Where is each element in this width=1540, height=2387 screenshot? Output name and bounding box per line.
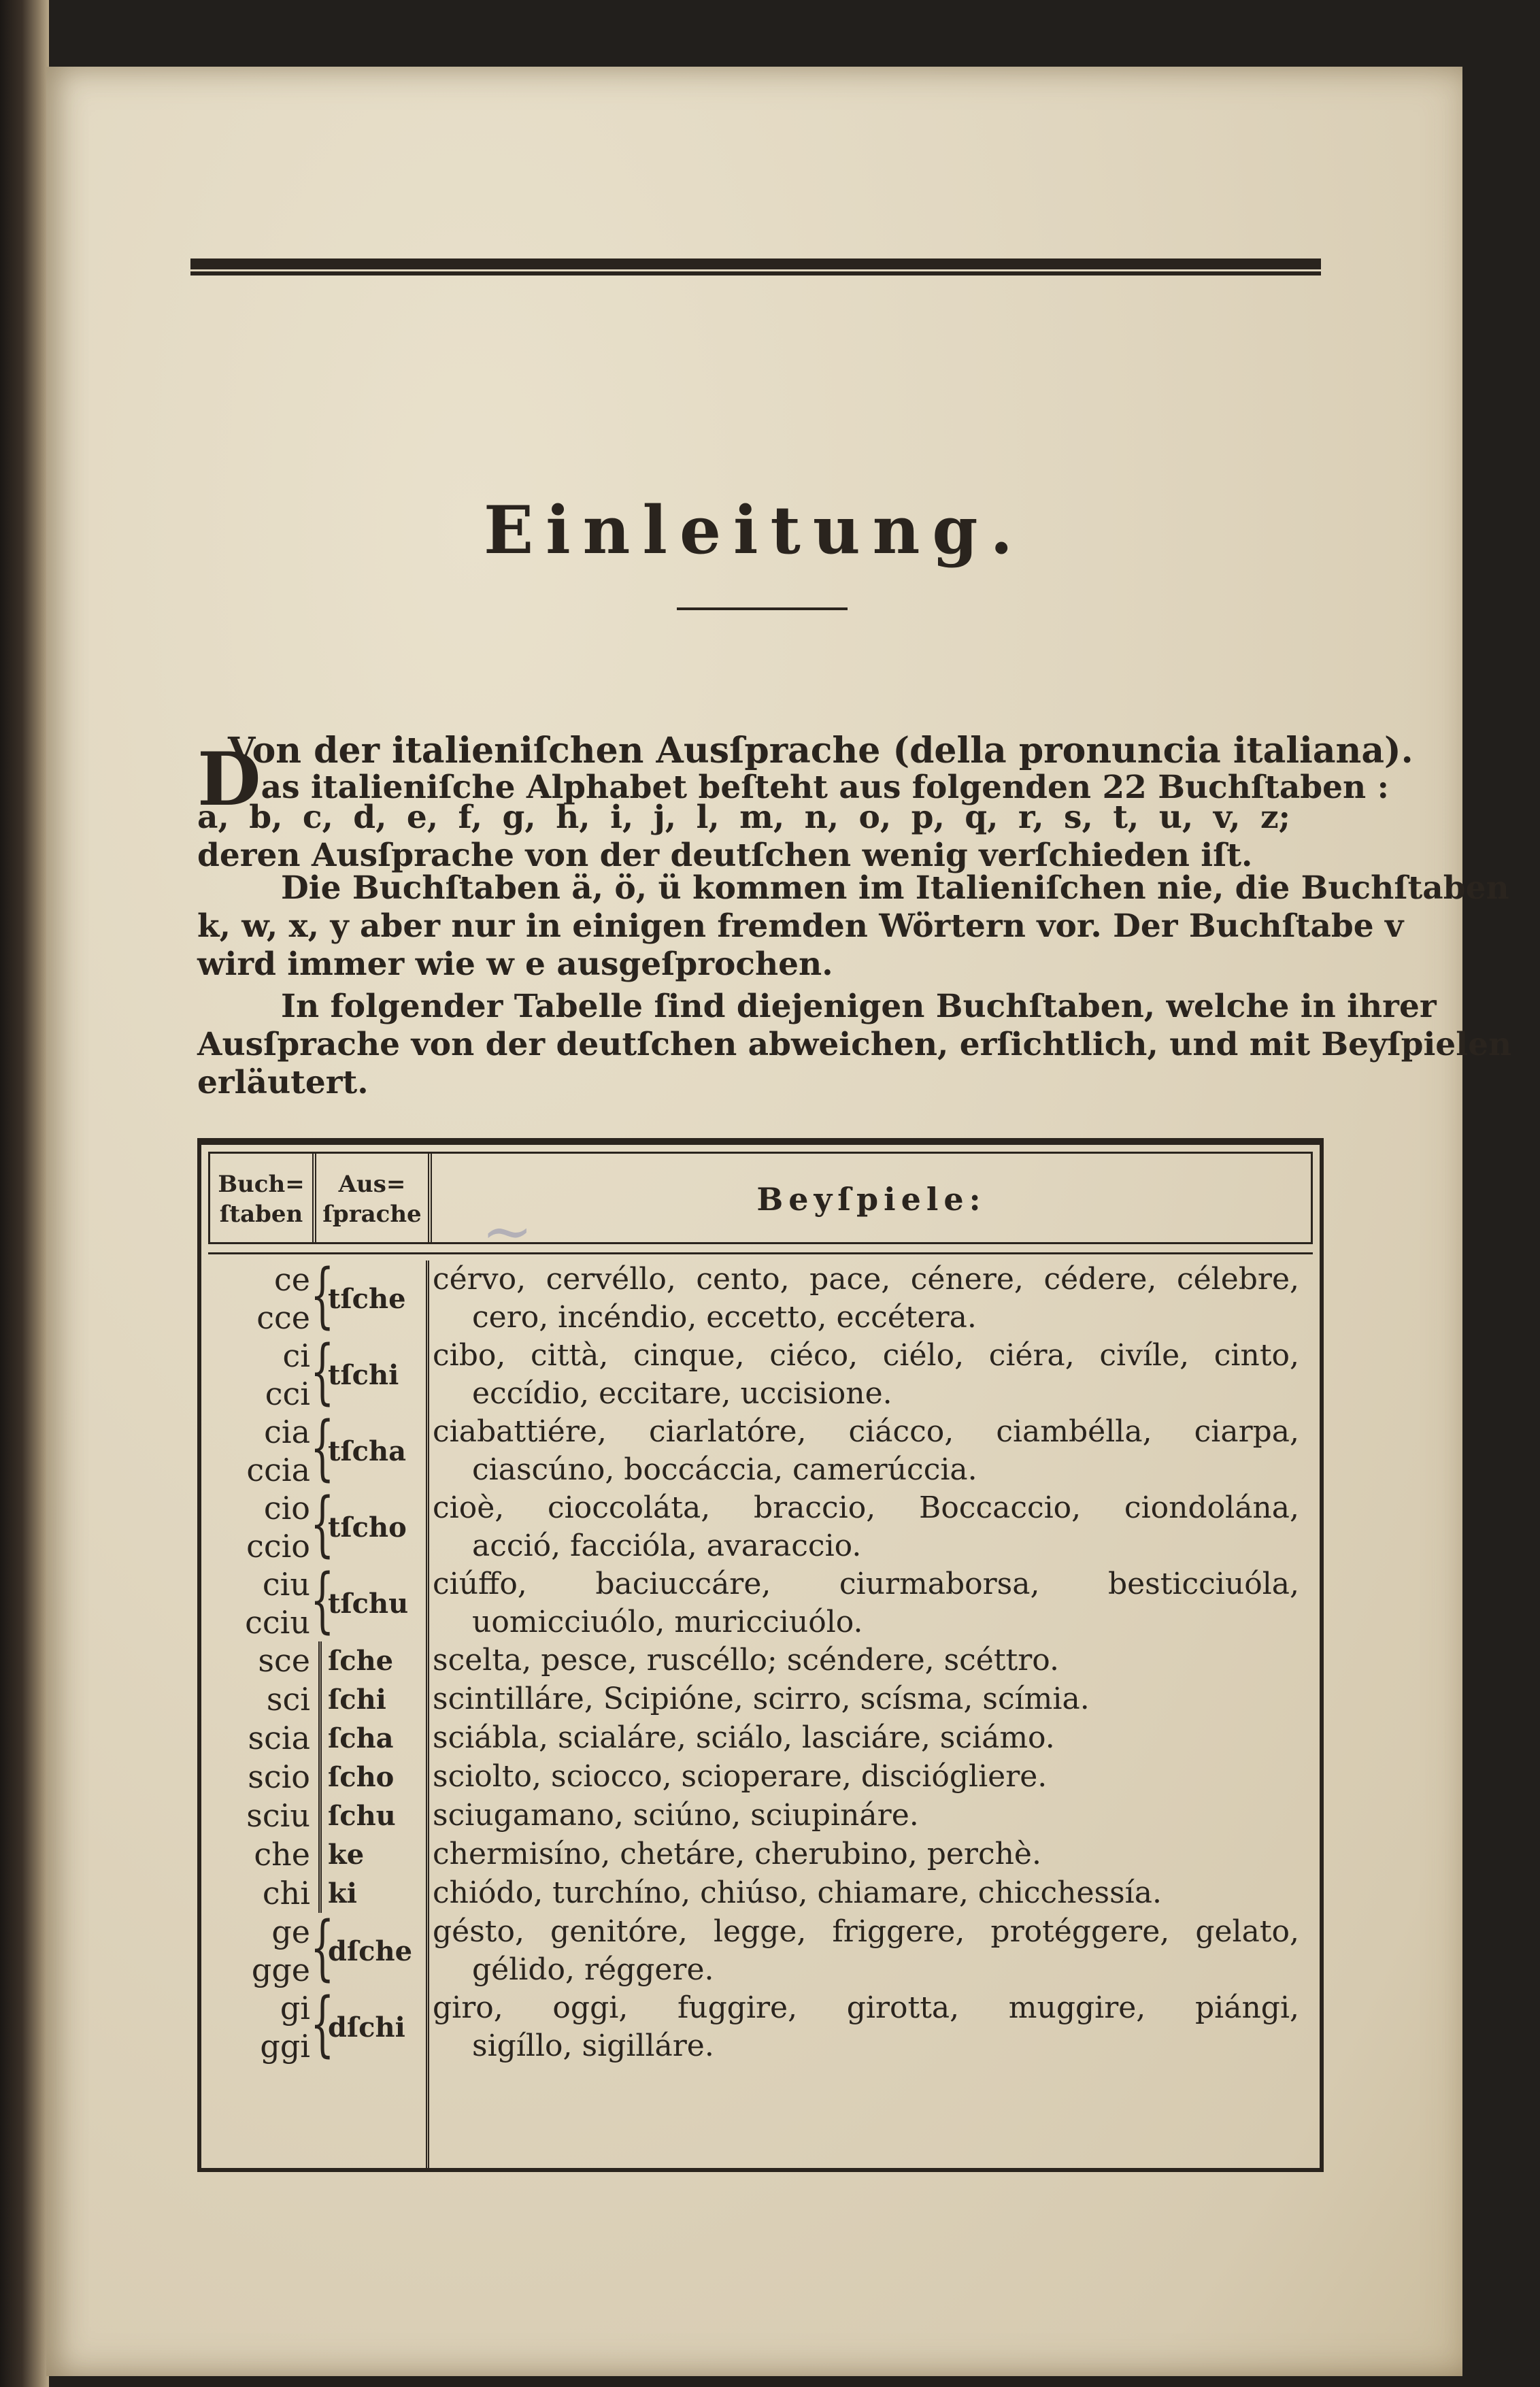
letter-combination: sci xyxy=(266,1681,310,1718)
letter-combination: cce xyxy=(256,1299,310,1336)
row-letters xyxy=(208,1913,310,1989)
row-letters xyxy=(208,1565,310,1641)
letter-combination: ci xyxy=(282,1337,310,1374)
letter-combination: gi xyxy=(280,1990,310,2026)
example-line: eccídio, eccitare, uccisione. xyxy=(472,1376,892,1411)
examples xyxy=(433,1758,1299,1796)
row-letters xyxy=(208,1489,310,1565)
text-line: Die Buchſtaben ä, ö, ü kommen im Italieniſchen nie, die Buchſtaben xyxy=(281,869,1509,907)
header-letters: Buch= ſtaben xyxy=(210,1154,316,1244)
row-letters xyxy=(208,1758,310,1796)
letter-combination: ce xyxy=(274,1261,310,1298)
book-spine xyxy=(0,0,49,2387)
pronunciation: ki xyxy=(328,1877,357,1909)
examples xyxy=(433,1565,1299,1641)
text-line: k, w, x, y aber nur in einigen fremden Wörtern vor. Der Buchſtabe v xyxy=(197,907,1404,945)
example-line: cioè, cioccoláta, braccio, Boccaccio, ciondolána, xyxy=(433,1490,1299,1525)
column-divider xyxy=(318,1719,322,1758)
example-line: ciabattiére, ciarlatóre, ciácco, ciambélla, ciarpa, xyxy=(433,1414,1299,1449)
table-row xyxy=(208,1797,1313,1835)
chapter-title: Einleitung. xyxy=(484,492,1025,569)
paragraph-table-intro xyxy=(197,988,1512,1102)
letter-combination: cci xyxy=(265,1375,310,1412)
examples xyxy=(433,1337,1299,1413)
brace-icon: { xyxy=(310,1560,335,1642)
brace-icon: { xyxy=(310,1484,335,1566)
text-line: wird immer wie w e ausgeſprochen. xyxy=(197,946,833,983)
column-divider xyxy=(318,1797,322,1835)
table-row xyxy=(208,1407,1313,1490)
letter-combination: scia xyxy=(248,1720,310,1756)
example-line: ciúffo, baciuccáre, ciurmaborsa, besticciuóla, xyxy=(433,1567,1299,1601)
table-row xyxy=(208,1984,1313,2066)
paragraph-umlauts xyxy=(197,869,1509,984)
pronunciation: dſchi xyxy=(328,2011,405,2043)
examples xyxy=(433,1835,1299,1873)
example-line: scintilláre, Scipióne, scirro, scísma, scímia. xyxy=(433,1682,1090,1716)
column-divider xyxy=(318,1680,322,1719)
examples xyxy=(433,1261,1299,1337)
top-rule xyxy=(190,258,1321,271)
text-line: a, b, c, d, e, f, g, h, i, j, l, m, n, o, p, q, r, s, t, u, v, z; xyxy=(197,799,1290,836)
example-line: chiódo, turchíno, chiúso, chiamare, chicchessía. xyxy=(433,1875,1162,1910)
example-line: gésto, genitóre, legge, friggere, protéggere, gelato, xyxy=(433,1914,1299,1949)
row-letters xyxy=(208,1641,310,1680)
examples xyxy=(433,1797,1299,1835)
pronunciation: tſchi xyxy=(328,1358,399,1391)
table-row xyxy=(208,1680,1313,1719)
examples xyxy=(433,1680,1299,1718)
row-letters xyxy=(208,1680,310,1718)
table-header xyxy=(208,1152,1313,1244)
row-letters xyxy=(208,1337,310,1413)
table-row xyxy=(208,1255,1313,1337)
examples xyxy=(433,1989,1299,2065)
example-line: sigíllo, sigilláre. xyxy=(472,2029,714,2063)
table-body xyxy=(208,1255,1313,2168)
row-letters xyxy=(208,1874,310,1912)
row-letters xyxy=(208,1835,310,1873)
example-line: giro, oggi, fuggire, girotta, muggire, piángi, xyxy=(433,1990,1299,2025)
letter-combination: scio xyxy=(248,1758,310,1795)
letter-combination: ccia xyxy=(246,1452,310,1488)
example-line: acció, facciόla, avaraccio. xyxy=(472,1529,862,1563)
example-line: chermisíno, chetáre, cherubino, perchè. xyxy=(433,1837,1041,1871)
section-heading: Von der italieniſchen Ausſprache (della pronuncia italiana). xyxy=(228,730,1413,771)
letter-combination: gge xyxy=(251,1952,310,1988)
example-line: uomicciuólo, muricciuólo. xyxy=(472,1605,863,1639)
pronunciation: ke xyxy=(328,1839,365,1871)
brace-icon: { xyxy=(310,1907,335,1990)
pronunciation: dſche xyxy=(328,1935,413,1967)
text-line: Ausſprache von der deutſchen abweichen, erſichtlich, und mit Beyſpielen xyxy=(197,1026,1512,1063)
text-line: In folgender Tabelle ſind diejenigen Buchſtaben, welche in ihrer xyxy=(281,988,1437,1025)
examples xyxy=(433,1641,1299,1680)
header-pronunciation: Aus= ſprache xyxy=(316,1154,432,1244)
examples xyxy=(433,1719,1299,1757)
table-row xyxy=(208,1758,1313,1797)
column-divider xyxy=(318,1641,322,1680)
letter-combination: ggi xyxy=(260,2028,310,2065)
letter-combination: ciu xyxy=(262,1566,310,1603)
example-line: gélido, réggere. xyxy=(472,1952,714,1987)
row-letters xyxy=(208,1989,310,2065)
header-divider xyxy=(208,1242,1313,1254)
table-row xyxy=(208,1874,1313,1913)
title-rule xyxy=(677,607,848,610)
table-row xyxy=(208,1331,1313,1414)
row-letters xyxy=(208,1413,310,1489)
examples xyxy=(433,1874,1299,1912)
letter-combination: che xyxy=(254,1836,310,1873)
pronunciation: tſcha xyxy=(328,1435,407,1467)
brace-icon: { xyxy=(310,1331,335,1414)
letter-combination: cciu xyxy=(245,1604,310,1641)
pronunciation: ſche xyxy=(328,1645,394,1677)
letter-combination: sce xyxy=(258,1642,310,1679)
example-line: cibo, città, cinque, ciéco, ciélo, ciéra, civíle, cinto, xyxy=(433,1338,1299,1373)
text-line-content: as italieniſche Alphabet beſteht aus folgenden 22 Buchſtaben : xyxy=(261,769,1389,806)
example-line: cérvo, cervéllo, cento, pace, cénere, cédere, célebre, xyxy=(433,1262,1299,1297)
table-row xyxy=(208,1641,1313,1680)
example-line: sciugamano, sciúno, sciupináre. xyxy=(433,1798,919,1833)
header-examples: Beyſpiele: xyxy=(756,1180,986,1218)
examples xyxy=(433,1913,1299,1989)
table-row xyxy=(208,1719,1313,1758)
pronunciation: tſcho xyxy=(328,1511,407,1543)
pronunciation: tſche xyxy=(328,1282,406,1315)
row-letters xyxy=(208,1261,310,1337)
pronunciation: tſchu xyxy=(328,1587,409,1620)
examples xyxy=(433,1489,1299,1565)
example-line: scelta, pesce, ruscéllo; scéndere, scéttro. xyxy=(433,1643,1059,1677)
brace-icon: { xyxy=(310,1407,335,1490)
table-row xyxy=(208,1484,1313,1566)
example-line: cero, incéndio, eccetto, eccétera. xyxy=(472,1300,977,1335)
letter-combination: chi xyxy=(262,1875,310,1912)
pronunciation-table xyxy=(197,1138,1324,2172)
pronunciation: ſchi xyxy=(328,1684,386,1716)
text-line: deren Ausſprache von der deutſchen wenig verſchieden iſt. xyxy=(197,837,1253,874)
example-line: ciascúno, boccáccia, camerúccia. xyxy=(472,1452,977,1487)
book-page xyxy=(46,67,1512,2376)
example-line: sciábla, scialáre, sciálo, lasciáre, sciámo. xyxy=(433,1720,1055,1755)
letter-combination: cia xyxy=(264,1414,310,1450)
pronunciation: ſchu xyxy=(328,1800,396,1832)
row-letters xyxy=(208,1719,310,1757)
table-row xyxy=(208,1560,1313,1642)
column-divider xyxy=(318,1758,322,1797)
letter-combination: sciu xyxy=(246,1797,310,1834)
examples xyxy=(433,1413,1299,1489)
letter-combination: ge xyxy=(271,1914,310,1950)
row-letters xyxy=(208,1797,310,1835)
drop-cap: D xyxy=(197,737,261,822)
brace-icon: { xyxy=(310,1984,335,2066)
ink-mark: ~ xyxy=(482,1196,533,1267)
column-divider xyxy=(318,1835,322,1874)
brace-icon: { xyxy=(310,1255,335,1337)
table-row xyxy=(208,1907,1313,1990)
pronunciation: ſcha xyxy=(328,1722,394,1754)
example-line: sciolto, sciocco, scioperare, discióglierе. xyxy=(433,1759,1048,1794)
table-row xyxy=(208,1835,1313,1874)
letter-combination: cio xyxy=(263,1490,310,1526)
letter-combination: ccio xyxy=(246,1528,310,1565)
text-line: erläutert. xyxy=(197,1064,369,1101)
pronunciation: ſcho xyxy=(328,1761,395,1793)
